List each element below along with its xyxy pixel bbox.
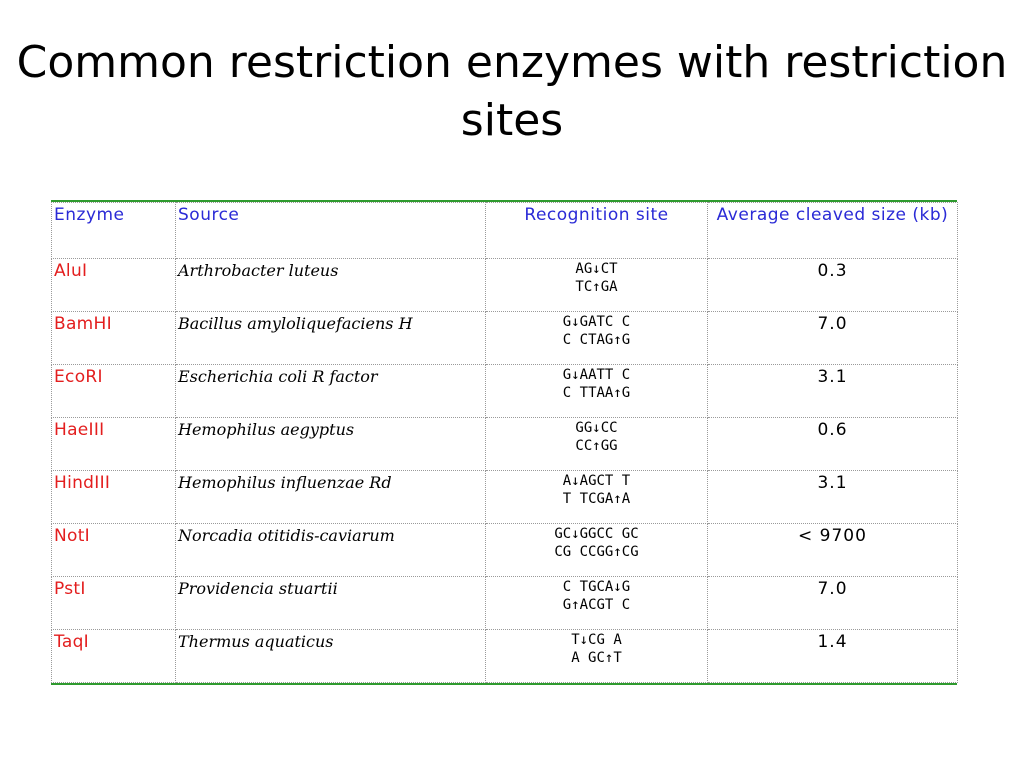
enzyme-source: Bacillus amyloliquefaciens H	[176, 312, 486, 365]
recognition-site-top-strand: A↓AGCT T	[562, 473, 631, 489]
recognition-site	[486, 259, 708, 312]
header-average-cleaved-size: Average cleaved size (kb)	[708, 203, 958, 259]
recognition-site-top-strand: T↓CG A	[571, 632, 622, 648]
enzyme-name: NotI	[52, 524, 176, 577]
average-cleaved-size: 7.0	[708, 577, 958, 630]
table-row	[52, 259, 958, 312]
recognition-site-top-strand: G↓GATC C	[562, 314, 631, 330]
recognition-site-top-strand: GG↓CC	[575, 420, 618, 436]
enzyme-name: BamHI	[52, 312, 176, 365]
recognition-site-top-strand: G↓AATT C	[562, 367, 631, 383]
enzyme-name: HaeIII	[52, 418, 176, 471]
recognition-site	[486, 630, 708, 683]
enzyme-source: Arthrobacter luteus	[176, 259, 486, 312]
recognition-site	[486, 365, 708, 418]
recognition-site	[486, 471, 708, 524]
header-source: Source	[176, 203, 486, 259]
recognition-site	[486, 312, 708, 365]
average-cleaved-size: 0.6	[708, 418, 958, 471]
recognition-site-top-strand: C TGCA↓G	[562, 579, 631, 595]
enzyme-name: HindIII	[52, 471, 176, 524]
recognition-site-bottom-strand: CC↑GG	[575, 438, 618, 454]
table-row	[52, 418, 958, 471]
table-row	[52, 365, 958, 418]
enzyme-source: Thermus aquaticus	[176, 630, 486, 683]
enzyme-name: AluI	[52, 259, 176, 312]
enzyme-source: Escherichia coli R factor	[176, 365, 486, 418]
table-row	[52, 577, 958, 630]
average-cleaved-size: 3.1	[708, 471, 958, 524]
header-recognition-site: Recognition site	[486, 203, 708, 259]
recognition-site-bottom-strand: G↑ACGT C	[562, 597, 631, 613]
enzyme-name: PstI	[52, 577, 176, 630]
recognition-site-bottom-strand: TC↑GA	[575, 279, 618, 295]
recognition-site-bottom-strand: T TCGA↑A	[562, 491, 631, 507]
enzyme-source: Hemophilus influenzae Rd	[176, 471, 486, 524]
average-cleaved-size: 7.0	[708, 312, 958, 365]
table-row	[52, 524, 958, 577]
enzyme-source: Norcadia otitidis-caviarum	[176, 524, 486, 577]
recognition-site	[486, 577, 708, 630]
slide-title: Common restriction enzymes with restriction sites	[16, 37, 1008, 146]
table-row	[52, 471, 958, 524]
header-enzyme: Enzyme	[52, 203, 176, 259]
table-header-row	[52, 203, 958, 259]
recognition-site-bottom-strand: C CTAG↑G	[562, 332, 631, 348]
recognition-site-bottom-strand: C TTAA↑G	[562, 385, 631, 401]
average-cleaved-size: 1.4	[708, 630, 958, 683]
table-row	[52, 630, 958, 683]
enzyme-source: Providencia stuartii	[176, 577, 486, 630]
average-cleaved-size: 0.3	[708, 259, 958, 312]
recognition-site-bottom-strand: CG CCGG↑CG	[554, 544, 639, 560]
enzyme-table	[51, 200, 957, 685]
average-cleaved-size: < 9700	[708, 524, 958, 577]
recognition-site-top-strand: AG↓CT	[575, 261, 618, 277]
recognition-site-bottom-strand: A GC↑T	[571, 650, 622, 666]
enzyme-source: Hemophilus aegyptus	[176, 418, 486, 471]
enzyme-name: EcoRI	[52, 365, 176, 418]
table-row	[52, 312, 958, 365]
average-cleaved-size: 3.1	[708, 365, 958, 418]
recognition-site-top-strand: GC↓GGCC GC	[554, 526, 639, 542]
enzyme-table-grid	[51, 202, 958, 683]
enzyme-name: TaqI	[52, 630, 176, 683]
recognition-site	[486, 418, 708, 471]
recognition-site	[486, 524, 708, 577]
